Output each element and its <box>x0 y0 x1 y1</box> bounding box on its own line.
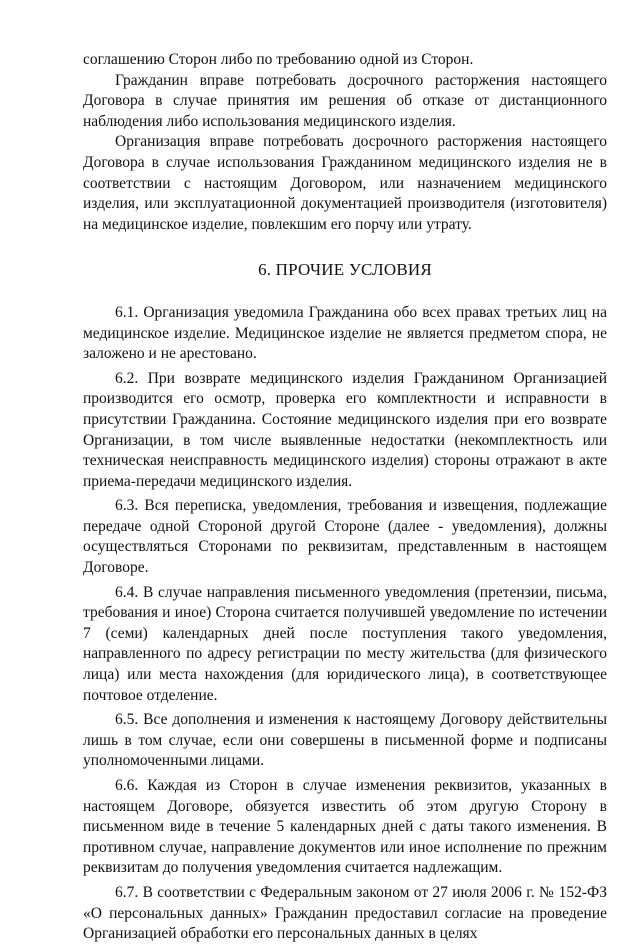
document-body <box>83 50 607 945</box>
clause-6-1: 6.1. Организация уведомила Гражданина обо всех правах третьих лиц на медицинское изделие. Медицинское изделие не является предметом спора, не заложено и не арестовано. <box>83 303 607 363</box>
clause-6-2: 6.2. При возврате медицинского изделия Гражданином Организацией производится его осмотр, проверка его комплектности и исправности в присутствии Гражданина. Состояние медицинского изделия при его возврате Организации, в том числе выявленные недостатки (некомплектность или техническая неисправность медицинского изделия) стороны отражают в акте приема-передачи медицинского изделия. <box>83 369 607 490</box>
carryover-line: соглашению Сторон либо по требованию одной из Сторон. <box>83 51 474 68</box>
paragraph-organization-termination-right: Организация вправе потребовать досрочного расторжения настоящего Договора в случае использования Гражданином медицинского изделия не в соответствии с настоящим Договором, или назначением медицинского изделия, или эксплуатационной документацией производителя (изготовителя) на медицинское изделие, повлекшим его порчу или утрату. <box>83 133 607 233</box>
clause-6-4: 6.4. В случае направления письменного уведомления (претензии, письма, требования и иное) Сторона считается получившей уведомление по истечении 7 (семи) календарных дней после поступления такого уведомления, направленного по адресу регистрации по месту жительства (для физического лица) или места нахождения (для юридического лица), в соответствующее почтовое отделение. <box>83 583 607 704</box>
clause-6-7: 6.7. В соответствии с Федеральным законом от 27 июля 2006 г. № 152-ФЗ «О персональных данных» Гражданин предоставил согласие на проведение Организацией обработки его персональных данных в целях <box>83 883 607 943</box>
paragraph-citizen-termination-right: Гражданин вправе потребовать досрочного расторжения настоящего Договора в случае принятия им решения об отказе от дистанционного наблюдения либо использования медицинского изделия. <box>83 71 607 130</box>
section-heading: 6. ПРОЧИЕ УСЛОВИЯ <box>258 260 432 280</box>
clause-6-3: 6.3. Вся переписка, уведомления, требования и извещения, подлежащие передаче одной Стороной другой Стороне (далее - уведомления), должны осуществляться Сторонами по реквизитам, представленным в настоящем Договоре. <box>83 497 607 577</box>
clause-6-5: 6.5. Все дополнения и изменения к настоящему Договору действительны лишь в том случае, если они совершены в письменной форме и подписаны уполномоченными лицами. <box>83 711 607 770</box>
clause-6-6: 6.6. Каждая из Сторон в случае изменения реквизитов, указанных в настоящем Договоре, обязуется известить об этом другую Сторону в письменном виде в течение 5 календарных дней с даты такого изменения. В противном случае, направление документов или иное исполнение по прежним реквизитам до получения уведомления считается надлежащим. <box>83 777 607 877</box>
